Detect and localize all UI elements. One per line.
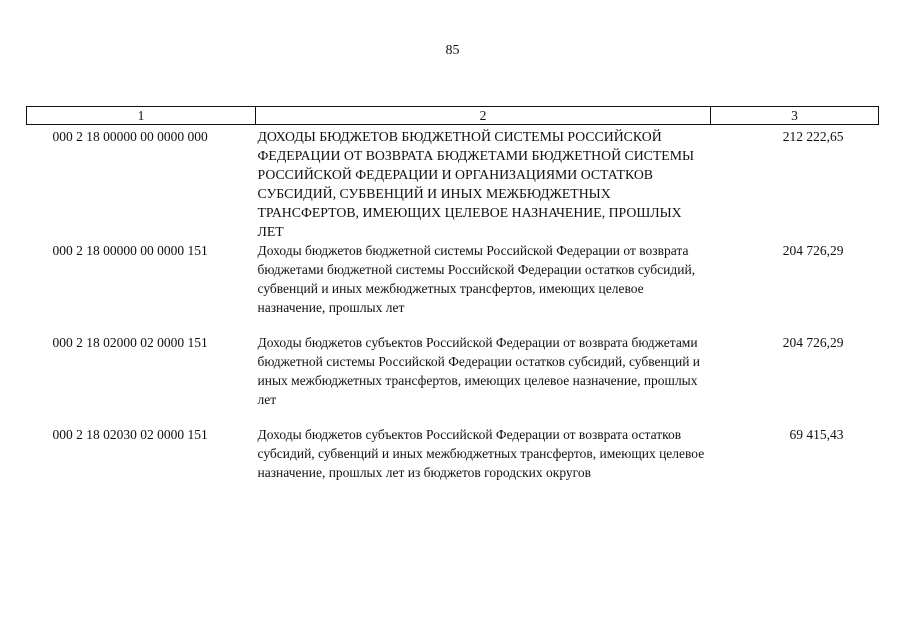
table-row	[27, 333, 879, 425]
page-number: 85	[445, 43, 460, 58]
budget-code-cell: 000 2 18 00000 00 0000 151	[52, 243, 208, 258]
table-row	[27, 241, 879, 333]
amount-cell: 204 726,29	[782, 243, 844, 258]
budget-code-cell: 000 2 18 00000 00 0000 000	[52, 129, 208, 144]
amount-cell: 69 415,43	[789, 427, 844, 442]
budget-code-cell: 000 2 18 02030 02 0000 151	[52, 427, 208, 442]
column-header-name: 2	[256, 107, 711, 125]
income-name-cell: ДОХОДЫ БЮДЖЕТОВ БЮДЖЕТНОЙ СИСТЕМЫ РОССИЙСКОЙ ФЕДЕРАЦИИ ОТ ВОЗВРАТА БЮДЖЕТАМИ БЮДЖЕТНОЙ СИСТЕМЫ РОССИЙСКОЙ ФЕДЕРАЦИИ И ОРГАНИЗАЦИЯМИ ОСТАТКОВ СУБСИДИЙ, СУБВЕНЦИЙ И ИНЫХ МЕЖБЮДЖЕТНЫХ ТРАНСФЕРТОВ, ИМЕЮЩИХ ЦЕЛЕВОЕ НАЗНАЧЕНИЕ, ПРОШЛЫХ ЛЕТ	[257, 129, 695, 239]
budget-code-cell: 000 2 18 02000 02 0000 151	[52, 335, 208, 350]
column-header-sum: 3	[711, 107, 879, 125]
income-name-cell: Доходы бюджетов субъектов Российской Федерации от возврата остатков субсидий, субвенций и иных межбюджетных трансфертов, имеющих целевое назначение, прошлых лет из бюджетов городских округов	[257, 427, 705, 480]
table-row	[27, 125, 879, 242]
income-name-cell: Доходы бюджетов субъектов Российской Федерации от возврата бюджетами бюджетной системы Российской Федерации остатков субсидий, субвенций и иных межбюджетных трансфертов, имеющих целевое назначение, прошлых лет	[257, 335, 701, 407]
budget-table	[26, 106, 879, 482]
table-row	[27, 425, 879, 482]
table-header-row	[27, 107, 879, 125]
amount-cell: 212 222,65	[782, 129, 844, 144]
column-header-code: 1	[27, 107, 256, 125]
income-name-cell: Доходы бюджетов бюджетной системы Российской Федерации от возврата бюджетами бюджетной системы Российской Федерации остатков субсидий, субвенций и иных межбюджетных трансфертов, имеющих целевое назначение, прошлых лет	[257, 243, 696, 315]
amount-cell: 204 726,29	[782, 335, 844, 350]
